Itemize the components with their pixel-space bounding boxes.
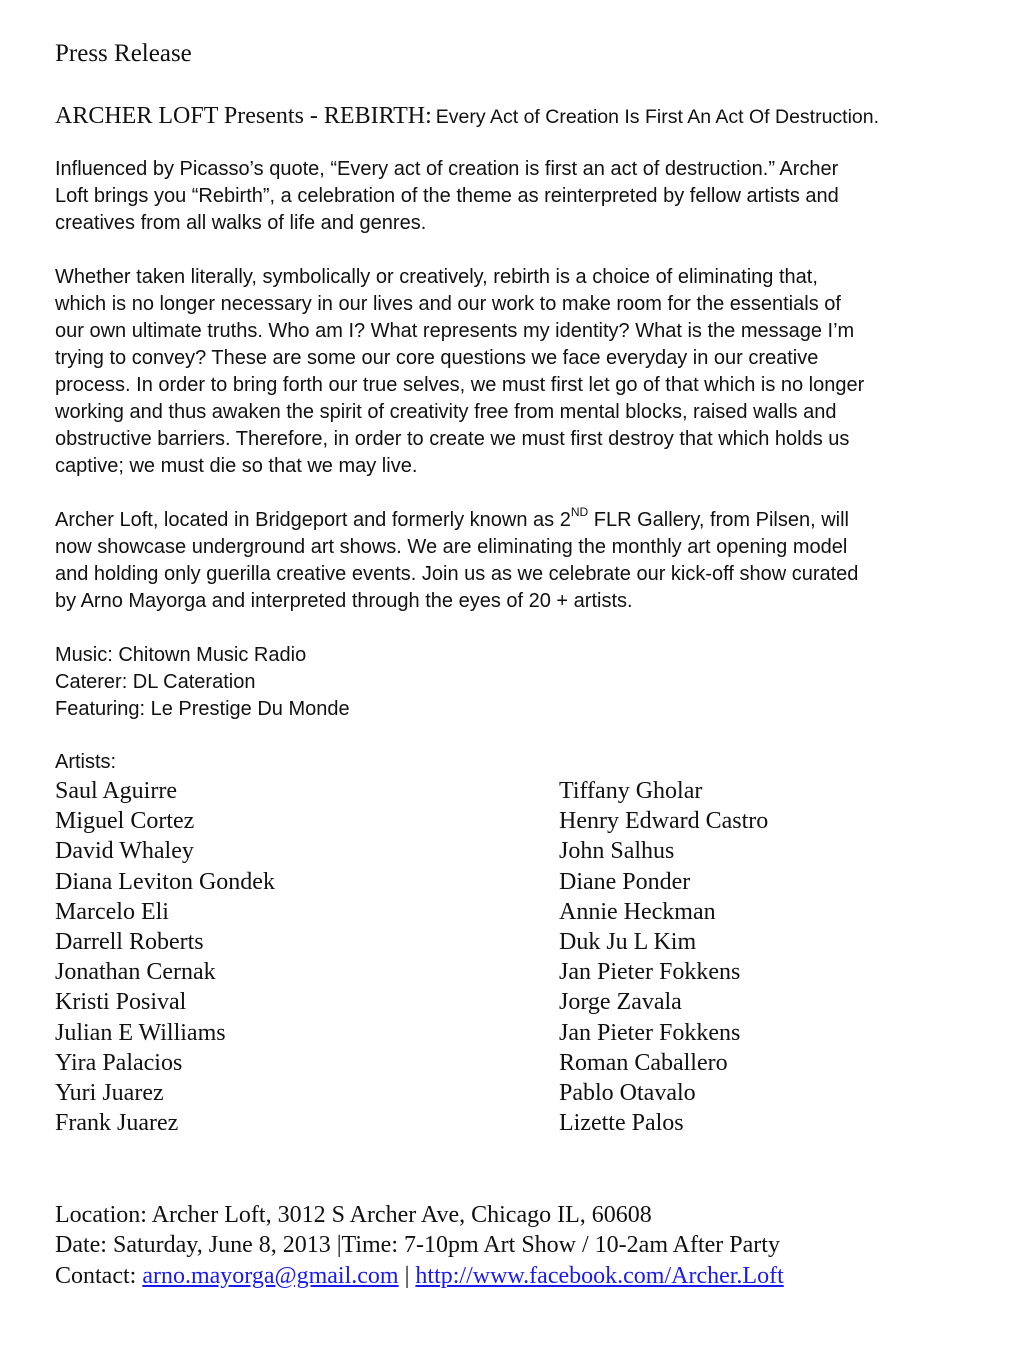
body-paragraph — [55, 264, 995, 480]
artist-name: Frank Juarez — [55, 1110, 179, 1137]
artist-name: Roman Caballero — [559, 1049, 728, 1076]
contact-label: Contact: — [55, 1262, 143, 1289]
artist-name: Jonathan Cernak — [55, 959, 216, 986]
intro-line: Influenced by Picasso’s quote, “Every act of creation is first an act of destruction.” Archer — [55, 158, 839, 180]
artists-column-right — [559, 776, 768, 1138]
artists-heading — [55, 749, 995, 776]
about-line: now showcase underground art shows. We are eliminating the monthly art opening model — [55, 536, 848, 558]
artist-name: Diane Ponder — [559, 868, 691, 895]
artist-name: John Salhus — [559, 838, 675, 865]
artist-name: David Whaley — [55, 838, 194, 865]
artist-name: Diana Leviton Gondek — [55, 868, 275, 895]
about-line — [55, 507, 995, 534]
artist-name: Yuri Juarez — [55, 1080, 164, 1107]
artist-name: Pablo Otavalo — [559, 1080, 696, 1107]
about-text: FLR Gallery, from Pilsen, will — [588, 509, 849, 531]
artist-name: Jan Pieter Fokkens — [559, 959, 741, 986]
artists-column-left — [55, 776, 275, 1138]
event-details — [55, 1200, 995, 1291]
body-line: our own ultimate truths. Who am I? What represents my identity? What is the message I’m — [55, 320, 855, 342]
body-line: trying to convey? These are some our core questions we face everyday in our creative — [55, 347, 819, 369]
headline-title: ARCHER LOFT Presents - REBIRTH: — [55, 103, 432, 129]
body-line: which is no longer necessary in our lives and our work to make room for the essentials of — [55, 293, 841, 315]
artist-name: Duk Ju L Kim — [559, 929, 697, 956]
about-paragraph — [55, 507, 995, 615]
artist-name: Annie Heckman — [559, 898, 716, 925]
contact-separator: | — [398, 1262, 416, 1289]
featuring-credit: Featuring: Le Prestige Du Monde — [55, 698, 350, 720]
artist-name: Yira Palacios — [55, 1049, 183, 1076]
body-line: captive; we must die so that we may live. — [55, 455, 418, 477]
artist-name: Darrell Roberts — [55, 929, 204, 956]
artist-name: Saul Aguirre — [55, 778, 177, 804]
artist-name: Jan Pieter Fokkens — [559, 1019, 741, 1046]
artist-name: Lizette Palos — [559, 1110, 684, 1137]
event-credits — [55, 642, 995, 723]
intro-paragraph — [55, 156, 995, 237]
music-credit: Music: Chitown Music Radio — [55, 644, 307, 666]
email-link[interactable]: arno.mayorga@gmail.com — [142, 1262, 399, 1289]
contact-line — [55, 1261, 995, 1291]
body-line: Whether taken literally, symbolically or creatively, rebirth is a choice of eliminating that, — [55, 266, 818, 288]
artists-label: Artists: — [55, 751, 117, 773]
body-line: obstructive barriers. Therefore, in order to create we must first destroy that which holds us — [55, 428, 850, 450]
artist-name: Miguel Cortez — [55, 808, 195, 835]
artist-name: Marcelo Eli — [55, 898, 169, 925]
about-line: by Arno Mayorga and interpreted through the eyes of 20 + artists. — [55, 590, 633, 612]
ordinal-superscript: ND — [570, 505, 589, 520]
body-line: working and thus awaken the spirit of creativity free from mental blocks, raised walls and — [55, 401, 837, 423]
intro-line: creatives from all walks of life and genres. — [55, 212, 427, 234]
facebook-link[interactable]: http://www.facebook.com/Archer.Loft — [415, 1262, 784, 1289]
artist-name: Tiffany Gholar — [559, 778, 703, 804]
about-text: Archer Loft, located in Bridgeport and formerly known as 2 — [55, 509, 571, 531]
location-line: Location: Archer Loft, 3012 S Archer Ave, Chicago IL, 60608 — [55, 1202, 652, 1228]
artist-name: Henry Edward Castro — [559, 808, 769, 835]
headline — [55, 100, 879, 135]
artist-name: Julian E Williams — [55, 1019, 226, 1046]
body-line: process. In order to bring forth our true selves, we must first let go of that which is no longer — [55, 374, 865, 396]
about-line: and holding only guerilla creative events. Join us as we celebrate our kick-off show curated — [55, 563, 859, 585]
artist-name: Jorge Zavala — [559, 989, 682, 1016]
headline-subtitle: Every Act of Creation Is First An Act Of Destruction. — [435, 106, 880, 128]
caterer-credit: Caterer: DL Cateration — [55, 671, 256, 693]
artist-name: Kristi Posival — [55, 989, 187, 1016]
date-time-line: Date: Saturday, June 8, 2013 |Time: 7-10pm Art Show / 10-2am After Party — [55, 1232, 780, 1259]
document-label: Press Release — [55, 40, 192, 67]
intro-line: Loft brings you “Rebirth”, a celebration of the theme as reinterpreted by fellow artists and — [55, 185, 839, 207]
